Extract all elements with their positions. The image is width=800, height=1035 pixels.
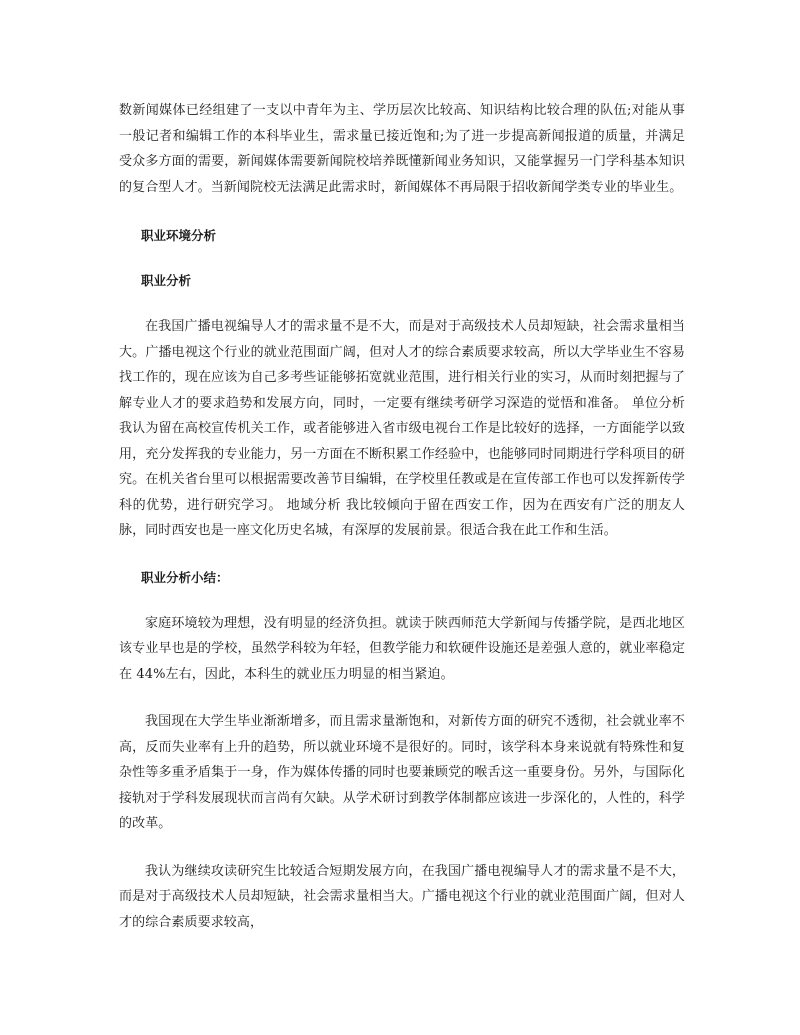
heading-career-analysis: 职业分析 <box>141 273 192 288</box>
paragraph-career-analysis: 在我国广播电视编导人才的需求量不是不大，而是对于高级技术人员却短缺，社会需求量相当大。广播电视这个行业的就业范围面广阔，但对人才的综合素质要求较高，所以大学毕业生不容易找工作的，现在应该为自己多考些证能够拓宽就业范围，进行相关行业的实习，从而时刻把握与了解专业人才的要求趋势和发展方向，同时，一定要有继续考研学习深造的觉悟和准备。 单位分析 我认为留在高校宣传机关工作，或者能够进入省市级电视台工作是比较好的选择，一方面能学以致用，充分发挥我的专业能力，另一方面在不断积累工作经验中，也能够同时同期进行学科项目的研究。在机关省台里可以根据需要改善节目编辑，在学校里任教或是在宣传部工作也可以发挥新传学科的优势，进行研究学习。 地域分析 我比较倾向于留在西安工作，因为在西安有广泛的朋友人脉，同时西安也是一座文化历史名城，有深厚的发展前景。很适合我在此工作和生活。 <box>119 319 685 538</box>
paragraph-graduate-study: 我认为继续攻读研究生比较适合短期发展方向，在我国广播电视编导人才的需求量不是不大，而是对于高级技术人员却短缺，社会需求量相当大。广播电视这个行业的就业范围面广阔，但对人才的综合素质要求较高， <box>119 863 685 930</box>
document-page <box>119 98 685 935</box>
paragraph-family-environment: 家庭环境较为理想，没有明显的经济负担。就读于陕西师范大学新闻与传播学院，是西北地区该专业早也是的学校，虽然学科较为年轻，但教学能力和软硬件设施还是差强人意的，就业率稳定在 44%左右，因此，本科生的就业压力明显的相当紧迫。 <box>119 615 685 682</box>
paragraph-employment-environment: 我国现在大学生毕业渐渐增多，而且需求量渐饱和，对新传方面的研究不透彻，社会就业率不高，反而失业率有上升的趋势，所以就业环境不是很好的。同时，该学科本身来说就有特殊性和复杂性等多重矛盾集于一身，作为媒体传播的同时也要兼顾党的喉舌这一重要身份。另外，与国际化接轨对于学科发展现状而言尚有欠缺。从学术研讨到教学体制都应该进一步深化的，人性的，科学的改革。 <box>119 714 685 831</box>
heading-career-environment: 职业环境分析 <box>141 228 217 243</box>
heading-analysis-summary: 职业分析小结： <box>141 569 229 585</box>
paragraph-intro: 数新闻媒体已经组建了一支以中青年为主、学历层次比较高、知识结构比较合理的队伍;对能从事一般记者和编辑工作的本科毕业生，需求量已接近饱和;为了进一步提高新闻报道的质量，并满足受众多方面的需要，新闻媒体需要新闻院校培养既懂新闻业务知识，又能掌握另一门学科基本知识的复合型人才。当新闻院校无法满足此需求时，新闻媒体不再局限于招收新闻学类专业的毕业生。 <box>119 103 685 195</box>
